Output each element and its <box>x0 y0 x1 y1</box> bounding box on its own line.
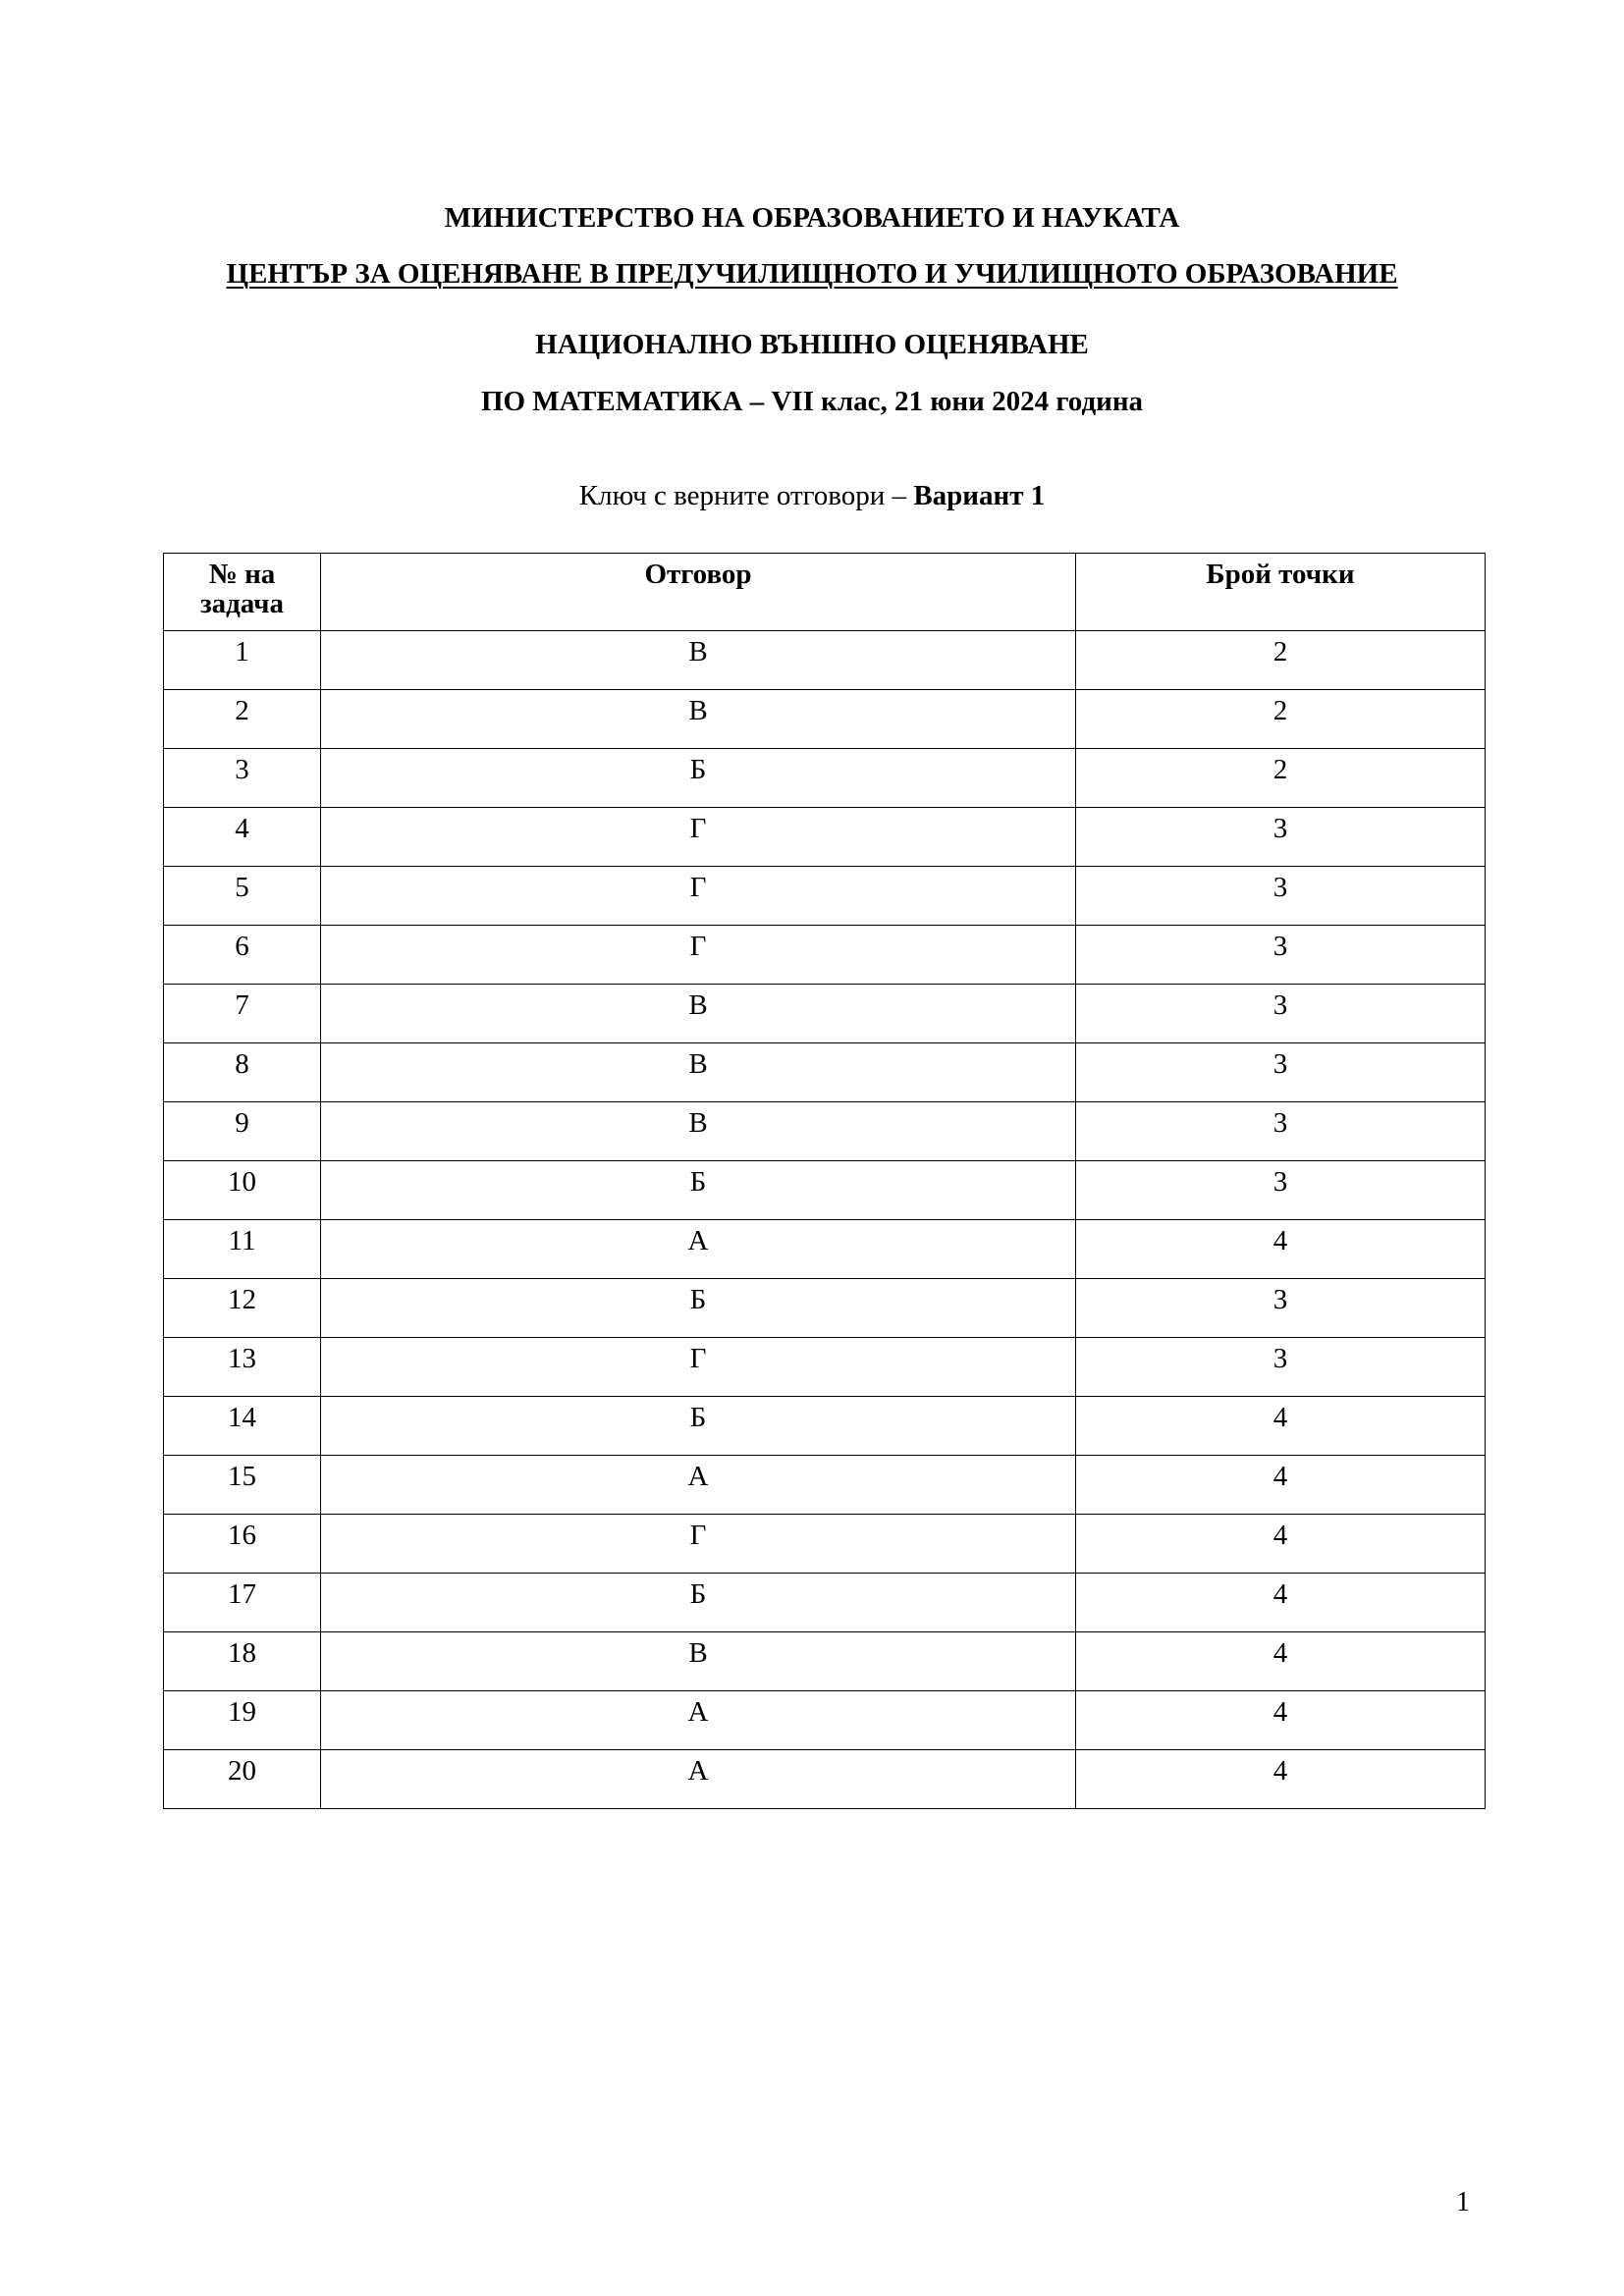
exam-heading: НАЦИОНАЛНО ВЪНШНО ОЦЕНЯВАНЕ <box>535 329 1089 360</box>
points-cell: 4 <box>1076 1574 1486 1632</box>
subject-heading: ПО МАТЕМАТИКА – VII клас, 21 юни 2024 година <box>480 386 1144 417</box>
center-heading <box>0 257 1624 291</box>
answer-cell: В <box>321 690 1076 749</box>
task-number-cell: 4 <box>164 808 321 867</box>
task-number-cell: 11 <box>164 1220 321 1279</box>
answer-cell: Б <box>321 749 1076 808</box>
answer-cell: В <box>321 985 1076 1043</box>
answer-cell: Б <box>321 1161 1076 1220</box>
table-row <box>164 1691 1486 1750</box>
answer-cell: Б <box>321 1574 1076 1632</box>
task-number-cell: 17 <box>164 1574 321 1632</box>
task-number-cell: 9 <box>164 1102 321 1161</box>
points-cell: 2 <box>1076 690 1486 749</box>
task-number-cell: 16 <box>164 1515 321 1574</box>
points-cell: 4 <box>1076 1632 1486 1691</box>
answer-cell: Г <box>321 1338 1076 1397</box>
table-row <box>164 1161 1486 1220</box>
table-row <box>164 1515 1486 1574</box>
answer-cell: Г <box>321 808 1076 867</box>
table-row <box>164 1397 1486 1456</box>
table-row <box>164 867 1486 926</box>
task-number-cell: 12 <box>164 1279 321 1338</box>
answer-cell: Б <box>321 1279 1076 1338</box>
points-cell: 2 <box>1076 631 1486 690</box>
points-cell: 3 <box>1076 867 1486 926</box>
task-number-cell: 8 <box>164 1043 321 1102</box>
task-number-cell: 2 <box>164 690 321 749</box>
points-cell: 2 <box>1076 749 1486 808</box>
answer-cell: А <box>321 1220 1076 1279</box>
table-row <box>164 808 1486 867</box>
answer-cell: В <box>321 1632 1076 1691</box>
answer-cell: Г <box>321 867 1076 926</box>
table-row <box>164 1220 1486 1279</box>
answer-cell: А <box>321 1456 1076 1515</box>
answer-key-title <box>0 479 1624 512</box>
header-task-number: № на задача <box>164 554 321 631</box>
points-cell: 4 <box>1076 1456 1486 1515</box>
points-cell: 3 <box>1076 1279 1486 1338</box>
table-row <box>164 690 1486 749</box>
task-number-cell: 13 <box>164 1338 321 1397</box>
answer-cell: Б <box>321 1397 1076 1456</box>
table-row <box>164 1279 1486 1338</box>
answer-cell: Г <box>321 1515 1076 1574</box>
points-cell: 4 <box>1076 1750 1486 1809</box>
center-heading-text: ЦЕНТЪР ЗА ОЦЕНЯВАНЕ В ПРЕДУЧИЛИЩНОТО И УЧИЛИЩНОТО ОБРАЗОВАНИЕ <box>226 258 1398 290</box>
points-cell: 3 <box>1076 1338 1486 1397</box>
table-row <box>164 749 1486 808</box>
task-number-cell: 5 <box>164 867 321 926</box>
answer-cell: В <box>321 1043 1076 1102</box>
table-row <box>164 1632 1486 1691</box>
task-number-cell: 14 <box>164 1397 321 1456</box>
points-cell: 3 <box>1076 808 1486 867</box>
answer-cell: Г <box>321 926 1076 985</box>
answer-key-prefix: Ключ с верните отговори – <box>578 480 914 511</box>
table-row <box>164 1043 1486 1102</box>
points-cell: 3 <box>1076 1161 1486 1220</box>
task-number-cell: 6 <box>164 926 321 985</box>
points-cell: 3 <box>1076 1043 1486 1102</box>
page-number: 1 <box>1456 2187 1470 2217</box>
points-cell: 4 <box>1076 1220 1486 1279</box>
task-number-cell: 3 <box>164 749 321 808</box>
table-header-row <box>164 554 1486 631</box>
table-row <box>164 631 1486 690</box>
ministry-heading: МИНИСТЕРСТВО НА ОБРАЗОВАНИЕТО И НАУКАТА <box>444 202 1180 234</box>
variant-label: Вариант 1 <box>913 480 1046 511</box>
points-cell: 4 <box>1076 1397 1486 1456</box>
table-row <box>164 1574 1486 1632</box>
table-row <box>164 1338 1486 1397</box>
table-row <box>164 926 1486 985</box>
task-number-cell: 18 <box>164 1632 321 1691</box>
task-number-cell: 7 <box>164 985 321 1043</box>
points-cell: 3 <box>1076 926 1486 985</box>
task-number-cell: 10 <box>164 1161 321 1220</box>
table-row <box>164 1750 1486 1809</box>
table-row <box>164 1456 1486 1515</box>
points-cell: 4 <box>1076 1515 1486 1574</box>
answer-cell: А <box>321 1691 1076 1750</box>
answer-cell: А <box>321 1750 1076 1809</box>
answer-key-table <box>163 553 1486 1809</box>
points-cell: 3 <box>1076 985 1486 1043</box>
task-number-cell: 15 <box>164 1456 321 1515</box>
table-row <box>164 1102 1486 1161</box>
points-cell: 3 <box>1076 1102 1486 1161</box>
answer-cell: В <box>321 631 1076 690</box>
points-cell: 4 <box>1076 1691 1486 1750</box>
task-number-cell: 20 <box>164 1750 321 1809</box>
task-number-cell: 19 <box>164 1691 321 1750</box>
task-number-cell: 1 <box>164 631 321 690</box>
table-row <box>164 985 1486 1043</box>
answer-cell: В <box>321 1102 1076 1161</box>
header-answer: Отговор <box>321 554 1076 631</box>
header-points: Брой точки <box>1076 554 1486 631</box>
